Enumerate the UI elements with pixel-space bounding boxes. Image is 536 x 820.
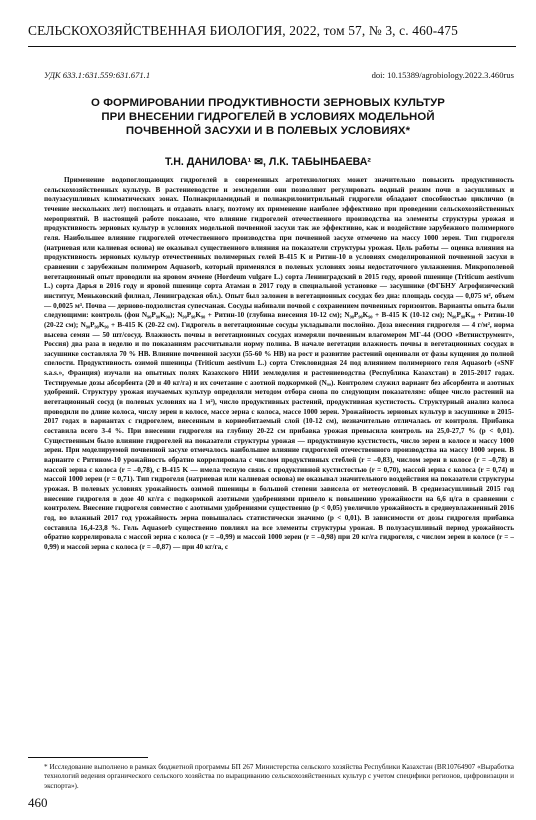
doi-link[interactable]: doi: 10.15389/agrobiology.2022.3.460rus [371,70,514,80]
footnote-divider [28,757,148,758]
article-meta [44,69,514,81]
udk-code: УДК 633.1:631.559:631.671.1 [44,70,151,80]
abstract [44,176,514,756]
author-list: Т.Н. ДАНИЛОВА¹ ✉, Л.К. ТАБЫНБАЕВА² [165,156,371,168]
running-header: СЕЛЬСКОХОЗЯЙСТВЕННАЯ БИОЛОГИЯ, 2022, том 57, № 3, с. 460-475 [28,20,516,47]
article-title [40,96,496,138]
abstract-text: Применение водопоглощающих гидрогелей в современных агротехнологиях может значительно повысить продуктивность сельскохозяйственных культур. В растениеводстве и земледелии они позволяют регулировать водный режим почв в засушливых и полузасушливых климатических зонах. Полиакриламидный и полиакрилонитрильный гидрогели обладают способностью циклично (в течение нескольких лет) поглощать и отдавать влагу, поэтому их применение наиболее эффективно при проведении сельскохозяйственных мероприятий. В настоящей работе показано, что влияние гидрогелей отечественного производства на элементы структуры урожая и продуктивность зерновых культур в условиях модельной почвенной засухи так же эффективно, как и воздействие зарубежного полимерного геля. Наибольшее влияние гидрогелей отечественного производства при почвенной засухе отмечено на массу 1000 зерен. Тип гидрогеля (натриевая или калиевая основа) не оказывал существенного влияния на показатели структуры урожая. Цель работы — оценка влияния на продуктивность зерновых культур отечественных полимерных гелей B-415 K и Ритин-10 в условиях смоделированной почвенной засухи в сравнении с зарубежным полимером Aquasorb, который применялся в полевых условиях зоны недостаточного увлажнения. Микрополевой вегетационный опыт проводили на яровом ячмене (Hordeum vulgare L.) сорта Ленинградский в 2015 году, яровой пшенице (Triticum aestivum L.) сорта Дарья в 2016 году и яровой пшенице сорта Атаман в 2017 году в специальной установке — засушнике (ФГБНУ Агрофизический институт, Меньковский филиал, Ленинградская обл.). Опыт был заложен в вегетационных сосудах без дна: площадь сосуда — 0,075 м², объем — 0,0025 м³. Почва — дерново-подзолистая супесчаная. Сосуды набивали почвой с сохранением почвенных горизонтов. Варианты опыта были следующими: контроль (фон N₉₀P₉₀K₉₀); N₉₀P₉₀K₉₀ + Ритин-10 (глубина внесения 10-12 см); N₉₀P₉₀K₉₀ + B-415 K (10-12 см); N₉₀P₉₀K₉₀ + Ритин-10 (20-22 см); N₉₀P₉₀K₉₀ + B-415 K (20-22 см). Гидрогель в вегетационные сосуды укладывали послойно. Доза внесения гидрогеля — 4 г/м², норма высева семян — 50 шт/сосуд. Влажность почвы в вегетационных сосудах измеряли почвенным влагомером МГ-44 (ООО «Ветинструмент», Россия) два раза в неделю и по показаниям рассчитывали норму полива. В начале вегетации влажность почвы в вегетационных сосудах в засушнике составляла 70 % НВ. Влияние почвенной засухи (55-60 % НВ) на рост и развитие растений оценивали от фазы кущения до полной спелости. Продуктивность озимой пшеницы (Triticum aestivum L.) сорта Стекловидная 24 под влиянием полимерного геля Aquasorb («SNF s.a.s.», Франция) изучали на опытных полях Казахского НИИ земледелия и растениеводства (Республика Казахстан) в 2015-2017 годах. Тестируемые дозы абсорбента (20 и 40 кг/га) и их сочетание с азотной подкормкой (Nₐₐ). Контролем служил вариант без абсорбента и азотных удобрений. Структуру урожая изучаемых культур определяли методом отбора снопа по следующим показателям: общее число растений на вегетационный сосуд (в полевых условиях на 1 м²), число продуктивных растений, продуктивная кустистость. Структурный анализ колоса проводили по длине колоса, числу зерен в колосе, массе зерна с колоса, массе 1000 зерен. Урожайность зерновых культур в засушнике в 2015-2017 годах в вариантах с гидрогелем, внесенным в корнеобитаемый слой (10-12 см), незначительно отличалась от контроля. Прибавка составила всего 3-4 %. При внесении гидрогеля на глубину 20-22 см прибавка урожая превысила контроль на 25,0-27,7 % (p < 0,01). Существенным было влияние гидрогелей на показатели структуры урожая — продуктивную кустистость, число зерен в колосе и массу 1000 зерен. При моделируемой почвенной засухе отмечалось наибольшее влияние гидрогелей отечественного производства на массу 1000 зерен. В варианте с Ритином-10 урожайность обратно коррелировала с числом продуктивных стеблей (r = –0,83), числом зерен в колосе (r = –0,78) и массой зерна с колоса (r = –0,78), с B-415 K — имела тесную связь с продуктивной кустистостью (r = 0,70), массой зерна с колоса (r = 0,74) и массой 1000 зерен (r = 0,71). Тип гидрогеля (натриевая или калиевая основа) не оказывал значительного воздействия на показатели структуры урожая. В полевых условиях урожайность озимой пшеницы в большой степени зависела от метеоусловий. В среднезасушливый 2015 год внесение гидрогеля в дозе 40 кг/га с подкормкой азотными удобрениями привело к повышению урожайности на 6,6 ц/га в сравнении с контролем. Внесение гидрогеля совместно с азотными удобрениями существенно (p < 0,05) увеличило урожайность в среднеувлажненный 2016 год, во влажный 2017 год урожайность зерна повышалась статистически значимо (p < 0,01). В зависимости от дозы гидрогеля прибавка составила 16,4-23,8 %. Гель Aquasorb существенно повлиял на все элементы структуры урожая. В полузасушливый период урожайность обратно коррелировала с массой зерна с колоса (r = –0,99) и массой 1000 зерен (r = –0,98) при 20 кг/га гидрогеля, с числом зерен в колосе (r = –0,99) и массой зерна с колоса (r = –0,87) — при 40 кг/га, с [44,176,514,551]
page-number: 460 [28,795,48,810]
title-line: О ФОРМИРОВАНИИ ПРОДУКТИВНОСТИ ЗЕРНОВЫХ КУЛЬТУР [90,97,446,109]
title-line: ПОЧВЕННОЙ ЗАСУХИ И В ПОЛЕВЫХ УСЛОВИЯХ* [125,125,411,137]
title-line: ПРИ ВНЕСЕНИИ ГИДРОГЕЛЕЙ В УСЛОВИЯХ МОДЕЛЬНОЙ [101,111,435,123]
footnote: * Исследование выполнено в рамках бюджетной программы БП 267 Министерства сельского хозяйства Республики Казахстан (BR10764907 «Выработка технологий ведения органического сельского хозяйства по выращиванию сельскохозяйственных культур с учетом специфики регионов, цифровизации и экспорта»). [44,763,514,790]
